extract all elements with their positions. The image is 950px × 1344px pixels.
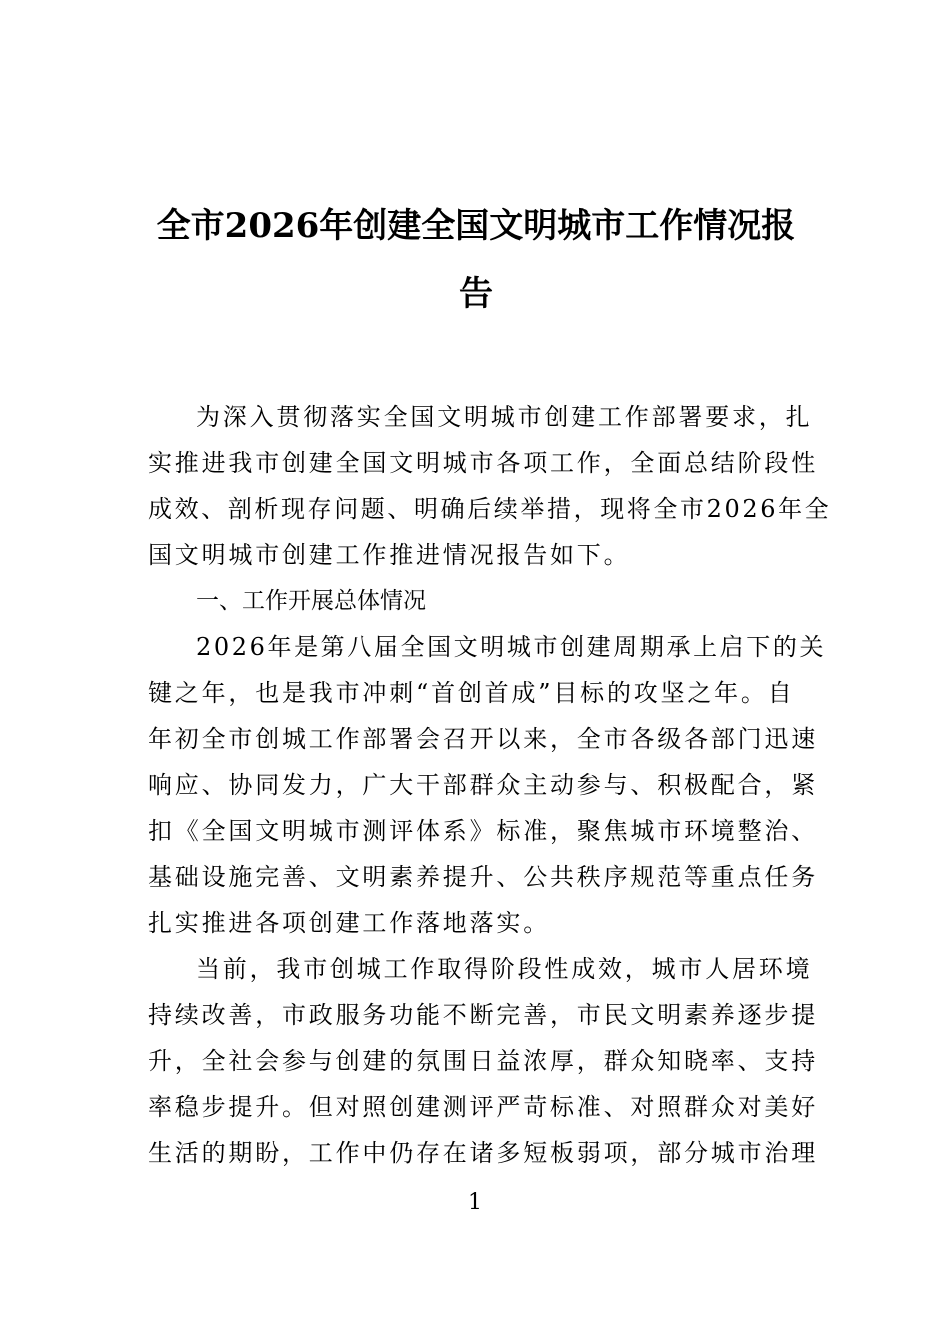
body-line: 扎实推进各项创建工作落地落实。 — [148, 909, 550, 937]
body-line: 2026年是第八届全国文明城市创建周期承上启下的关 — [196, 633, 827, 661]
body-line: 为深入贯彻落实全国文明城市创建工作部署要求，扎 — [196, 403, 813, 431]
body-line: 实推进我市创建全国文明城市各项工作，全面总结阶段性 — [148, 449, 818, 477]
body-line: 当前，我市创城工作取得阶段性成效，城市人居环境 — [196, 955, 813, 983]
title-line-2: 告 — [459, 274, 493, 314]
body-line: 响应、协同发力，广大干部群众主动参与、积极配合，紧 — [148, 771, 818, 799]
body-line: 成效、剖析现存问题、明确后续举措，现将全市2026年全 — [148, 495, 832, 523]
body-line: 键之年，也是我市冲刺“首创首成”目标的攻坚之年。自 — [148, 679, 795, 707]
title-line-1: 全市2026年创建全国文明城市工作情况报 — [156, 206, 796, 246]
body-line: 率稳步提升。但对照创建测评严苛标准、对照群众对美好 — [148, 1093, 818, 1121]
body-line: 扣《全国文明城市测评体系》标准，聚焦城市环境整治、 — [148, 817, 818, 845]
page-number: 1 — [468, 1190, 482, 1215]
body-line: 升，全社会参与创建的氛围日益浓厚，群众知晓率、支持 — [148, 1047, 818, 1075]
body-line: 国文明城市创建工作推进情况报告如下。 — [148, 541, 631, 569]
body-line: 年初全市创城工作部署会召开以来，全市各级各部门迅速 — [148, 725, 818, 753]
document-title — [148, 192, 804, 328]
body-line: 持续改善，市政服务功能不断完善，市民文明素养逐步提 — [148, 1001, 818, 1029]
body-line: 生活的期盼，工作中仍存在诸多短板弱项，部分城市治理 — [148, 1139, 818, 1167]
body-line: 基础设施完善、文明素养提升、公共秩序规范等重点任务 — [148, 863, 818, 891]
section-heading: 一、工作开展总体情况 — [196, 588, 426, 614]
